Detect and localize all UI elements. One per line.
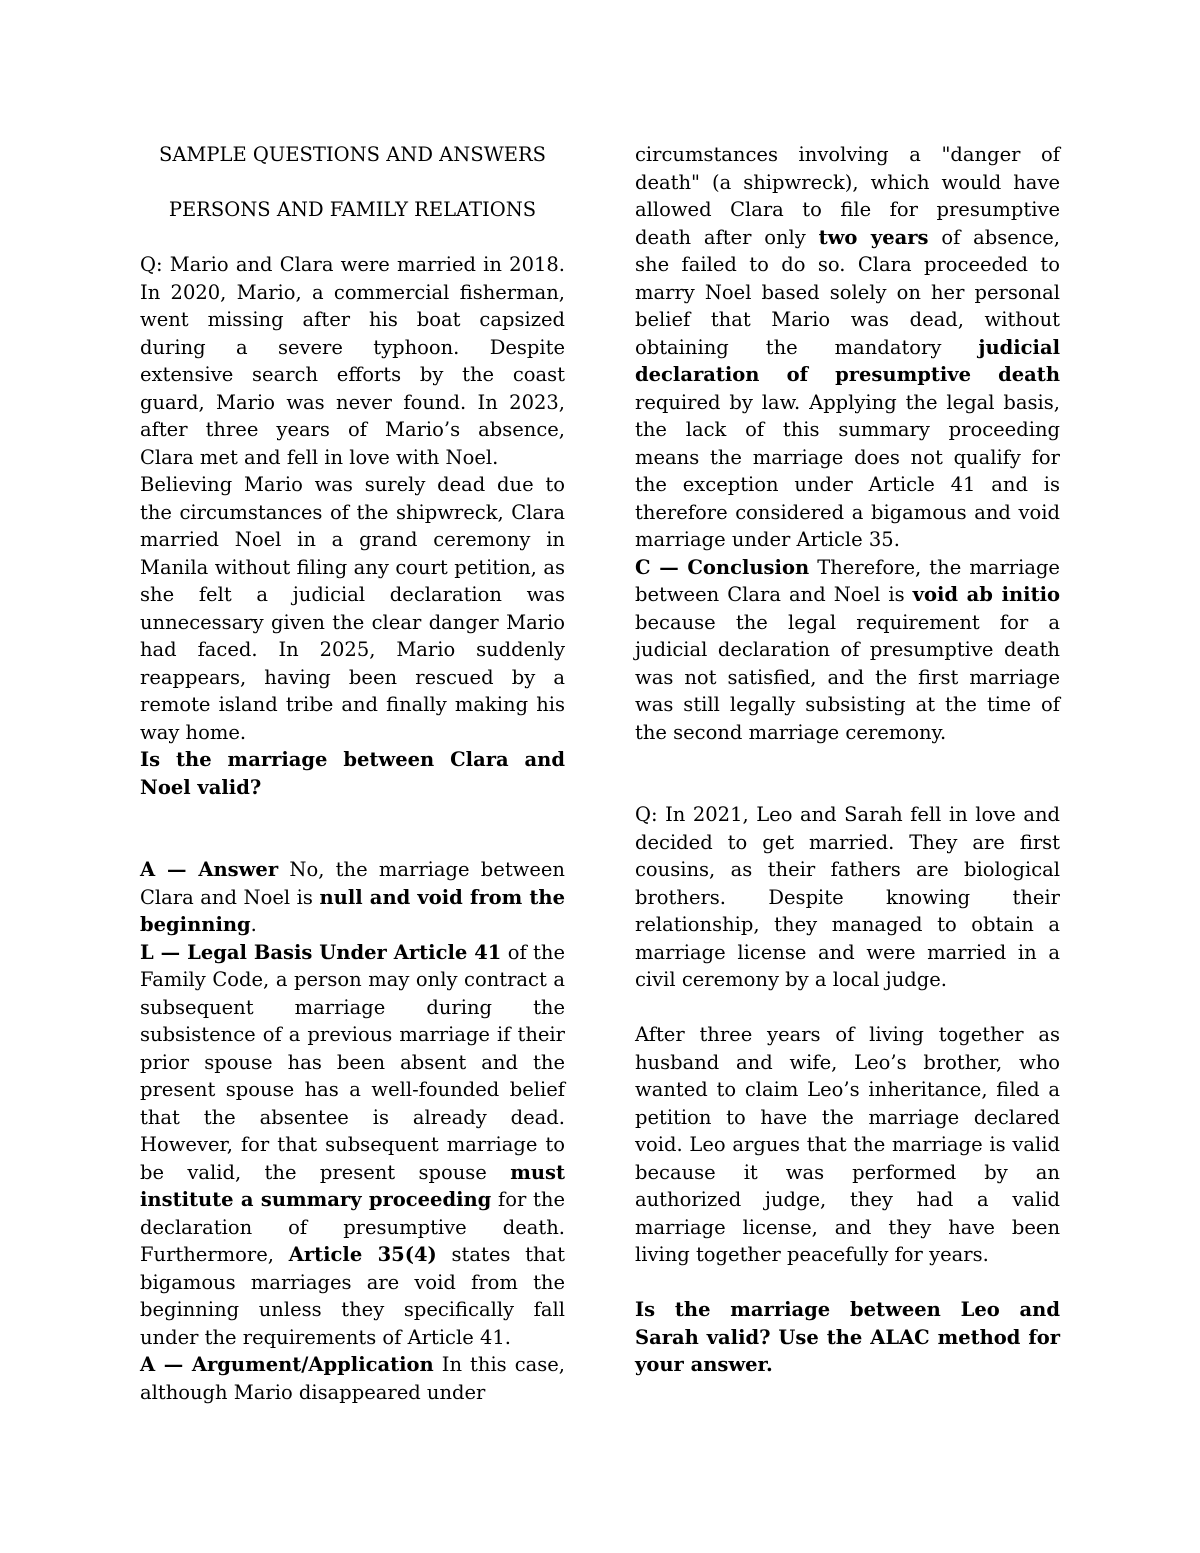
answer-label: A — Answer [140, 858, 279, 881]
question-1-paragraph: Q: Mario and Clara were married in 2018. In 2020, Mario, a commercial fisherman, went missing after his boat capsized during a severe typhoon. Despite extensive search efforts by the coast guard, Mario was never found. In 2023, after three years of Mario’s absence, Clara met and fell in love with Noel. [140, 253, 565, 469]
question-1-prompt: Is the marriage between Clara and Noel valid? [140, 748, 565, 799]
legal-basis-section: L — Legal Basis Under Article 41 of the Family Code, a person may only contract a subsequent marriage during the subsistence of a previous marriage if their prior spouse has been absent and the present spouse has a well-founded belief that the absentee is already dead. However, for that subsequent marriage to be valid, the present spouse must institute a summary proceeding for the declaration of presumptive death. Furthermore, Article 35(4) states that bigamous marriages are void from the beginning unless they specifically fall under the requirements of Article 41. [140, 940, 566, 1349]
answer-section: A — Answer No, the marriage between Clara and Noel is null and void from the beginning. [140, 858, 565, 936]
argument-section-continued: circumstances involving a "danger of death" (a shipwreck), which would have allowed Clara to file for presumptive death after only two years of absence, she failed to do so. Clara proceeded to marry Noel based solely on her personal belief that Mario was dead, without obtaining the mandatory judicial declaration of presumptive death required by law. Applying the legal basis, the lack of this summary proceeding means the marriage does not qualify for the exception under Article 41 and is therefore considered a bigamous and void marriage under Article 35. [635, 143, 1060, 551]
left-column [140, 141, 565, 1406]
question-1-paragraph-2: Believing Mario was surely dead due to the circumstances of the shipwreck, Clara married Noel in a grand ceremony in Manila without filing any court petition, as she felt a judicial declaration was unnecessary given the clear danger Mario had faced. In 2025, Mario suddenly reappears, having been rescued by a remote island tribe and finally making his way home. [140, 473, 565, 744]
question-2-paragraph-2: After three years of living together as husband and wife, Leo’s brother, who wanted to claim Leo’s inheritance, filed a petition to have the marriage declared void. Leo argues that the marriage is valid because it was performed by an authorized judge, they had a valid marriage license, and they have been living together peacefully for years. [635, 1023, 1060, 1266]
legal-basis-label: L — Legal Basis Under [140, 940, 387, 964]
document-subtitle: PERSONS AND FAMILY RELATIONS [168, 198, 537, 221]
question-2-prompt: Is the marriage between Leo and Sarah valid? Use the ALAC method for your answer. [635, 1298, 1060, 1376]
conclusion-section: C — Conclusion Therefore, the marriage between Clara and Noel is void ab initio because the legal requirement for a judicial declaration of presumptive death was not satisfied, and the first marriage was still legally subsisting at the time of the second marriage ceremony. [635, 555, 1060, 744]
right-column [635, 141, 1060, 1379]
conclusion-label: C — Conclusion [635, 555, 810, 579]
document-title: SAMPLE QUESTIONS AND ANSWERS [158, 143, 547, 166]
question-2-paragraph-1: Q: In 2021, Leo and Sarah fell in love and decided to get married. They are first cousins, as their fathers are biological brothers. Despite knowing their relationship, they managed to obtain a marriage license and were married in a civil ceremony by a local judge. [635, 803, 1060, 991]
argument-label: A — Argument/Application [140, 1353, 434, 1376]
argument-section: A — Argument/Application In this case, although Mario disappeared under [140, 1353, 566, 1404]
